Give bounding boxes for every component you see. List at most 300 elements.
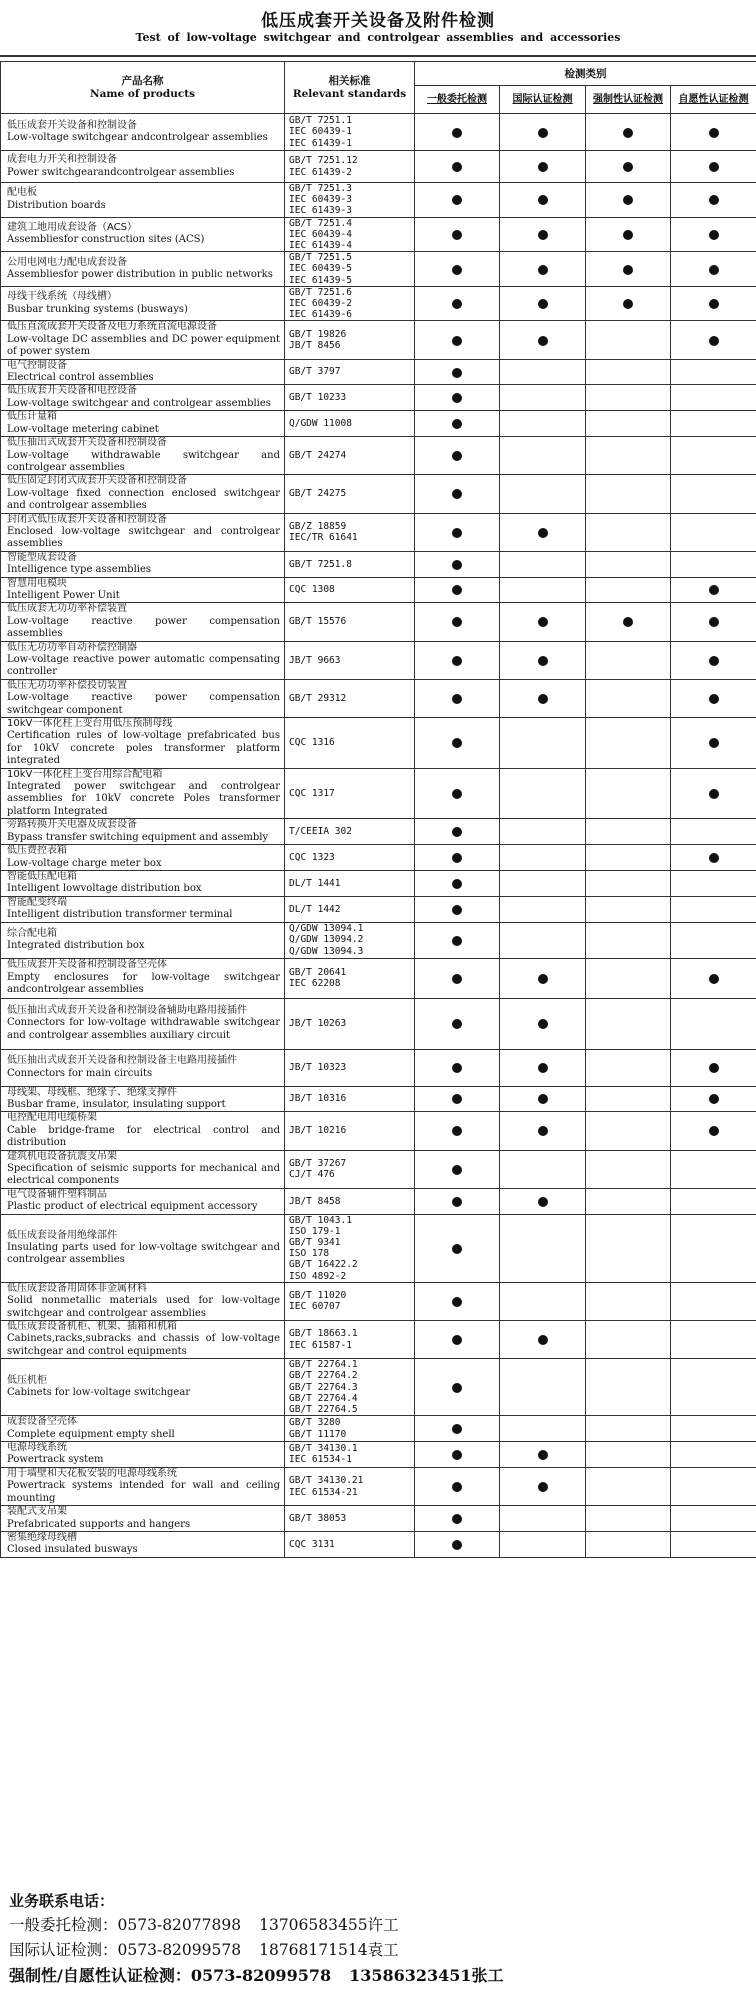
standard-code: GB/T 7251.1 [289, 115, 352, 127]
bullet-icon [452, 738, 462, 748]
product-cell [1, 475, 285, 513]
product-name-en: Distribution boards [7, 199, 106, 211]
mark-voluntary-cell [671, 1442, 756, 1468]
bullet-icon [623, 230, 633, 240]
mark-voluntary-cell [671, 1086, 756, 1112]
standard-code: GB/T 22764.2 [289, 1370, 358, 1382]
mark-international-cell [500, 1467, 586, 1505]
standard-code: IEC 61439-2 [289, 166, 352, 178]
mark-international-cell [500, 321, 586, 359]
mark-voluntary-cell [671, 551, 756, 577]
mark-voluntary-cell [671, 385, 756, 411]
table-row [1, 1506, 756, 1532]
product-name-cn: 电气控制设备 [7, 359, 67, 371]
mark-general-cell [415, 411, 500, 437]
bullet-icon [709, 853, 719, 863]
bullet-icon [709, 789, 719, 799]
mark-international-cell [500, 718, 586, 769]
mark-compulsory-cell [586, 183, 671, 218]
bullet-icon [623, 195, 633, 205]
standard-code: IEC 61439-3 [289, 205, 352, 217]
bullet-icon [452, 265, 462, 275]
product-cell [1, 385, 285, 411]
mark-international-cell [500, 475, 586, 513]
mark-compulsory-cell [586, 577, 671, 603]
mark-international-cell [500, 1506, 586, 1532]
contact-mobile: 13706583455许工 [259, 1916, 399, 1934]
product-name-en: Assembliesfor construction sites (ACS) [7, 234, 205, 246]
product-cell [1, 768, 285, 819]
bullet-icon [452, 128, 462, 138]
standard-cell [285, 679, 415, 717]
standard-code: IEC 61534-1 [289, 1454, 352, 1466]
bullet-icon [452, 299, 462, 309]
product-name-cn: 电气设备辅件塑料制品 [7, 1188, 107, 1200]
product-cell [1, 286, 285, 321]
product-name-en: Powertrack systems intended for wall and ceiling mounting [7, 1480, 280, 1504]
product-cell [1, 1214, 285, 1282]
standard-cell [285, 641, 415, 679]
contact-line-international [9, 1938, 749, 1960]
standard-code: GB/T 11170 [289, 1428, 347, 1440]
product-name-en: Low-voltage metering cabinet [7, 423, 159, 435]
bullet-icon [623, 299, 633, 309]
mark-general-cell [415, 151, 500, 183]
header-product-cn: 产品名称 [121, 74, 164, 87]
header-category: 检测类别 [415, 62, 756, 86]
standard-code: CQC 1308 [289, 584, 335, 596]
product-name-cn: 10kV一体化柱上变台用低压预制母线 [7, 718, 173, 730]
mark-international-cell [500, 819, 586, 845]
mark-international-cell [500, 437, 586, 475]
mark-international-cell [500, 1321, 586, 1359]
mark-general-cell [415, 1467, 500, 1505]
product-name-en: Electrical control assemblies [7, 372, 154, 384]
bullet-icon [452, 1514, 462, 1524]
product-name-cn: 封闭式低压成套开关设备和控制设备 [7, 513, 167, 525]
mark-compulsory-cell [586, 1150, 671, 1188]
mark-international-cell [500, 641, 586, 679]
standard-code: GB/T 7251.12 [289, 155, 358, 167]
mark-voluntary-cell [671, 321, 756, 359]
standard-code: IEC 61439-5 [289, 274, 352, 286]
bullet-icon [452, 451, 462, 461]
mark-compulsory-cell [586, 641, 671, 679]
mark-voluntary-cell [671, 286, 756, 321]
standard-code: GB/T 24275 [289, 488, 347, 500]
standard-code: GB/T 15576 [289, 616, 347, 628]
product-name-cn: 密集绝缘母线槽 [7, 1531, 77, 1543]
product-cell [1, 1416, 285, 1442]
bullet-icon [709, 195, 719, 205]
table-row [1, 679, 756, 717]
header-standard-en: Relevant standards [292, 87, 407, 100]
mark-general-cell [415, 321, 500, 359]
bullet-icon [452, 528, 462, 538]
contact-title: 业务联系电话： [9, 1892, 115, 1910]
bullet-icon [538, 528, 548, 538]
mark-compulsory-cell [586, 114, 671, 151]
bullet-icon [452, 585, 462, 595]
mark-voluntary-cell [671, 922, 756, 958]
mark-general-cell [415, 183, 500, 218]
product-name-cn: 低压无功功率自动补偿控制器 [7, 641, 137, 653]
mark-voluntary-cell [671, 151, 756, 183]
mark-general-cell [415, 603, 500, 641]
standard-code: GB/T 7251.5 [289, 252, 352, 264]
product-cell [1, 1506, 285, 1532]
mark-general-cell [415, 577, 500, 603]
product-name-en: Integrated power switchgear and controlgear assemblies for 10kV concrete Poles transformer platform Integrated [7, 781, 280, 817]
standard-code: CQC 1323 [289, 851, 335, 863]
bullet-icon [452, 419, 462, 429]
product-name-en: Low-voltage switchgear andcontrolgear assemblies [7, 132, 268, 143]
mark-compulsory-cell [586, 1282, 671, 1320]
product-name-cn: 建筑工地用成套设备（ACS） [7, 222, 137, 233]
standard-cell [285, 1359, 415, 1416]
product-cell [1, 603, 285, 641]
mark-compulsory-cell [586, 1416, 671, 1442]
standard-cell [285, 286, 415, 321]
product-name-cn: 电控配电用电缆桥架 [7, 1112, 97, 1124]
table-row [1, 217, 756, 252]
standard-cell [285, 1467, 415, 1505]
mark-voluntary-cell [671, 845, 756, 871]
product-name-cn: 低压抽出式成套开关设备和控制设备 [7, 437, 167, 449]
product-name-cn: 成套设备空壳体 [7, 1416, 77, 1428]
bullet-icon [709, 585, 719, 595]
table-row [1, 845, 756, 871]
mark-general-cell [415, 1531, 500, 1557]
mark-international-cell [500, 870, 586, 896]
bullet-icon [452, 1450, 462, 1460]
table-row [1, 437, 756, 475]
mark-general-cell [415, 718, 500, 769]
mark-voluntary-cell [671, 1188, 756, 1214]
contact-mobile: 13586323451张工 [349, 1966, 504, 1985]
mark-compulsory-cell [586, 1359, 671, 1416]
bullet-icon [452, 1063, 462, 1073]
product-name-en: Intelligent Power Unit [7, 589, 120, 601]
product-name-en: Cabinets,racks,subracks and chassis of low-voltage switchgear and control equipments [7, 1333, 280, 1357]
header-standard-cn: 相关标准 [328, 74, 371, 87]
standard-cell [285, 1086, 415, 1112]
mark-general-cell [415, 1188, 500, 1214]
mark-compulsory-cell [586, 603, 671, 641]
product-name-cn: 低压抽出式成套开关设备和控制设备主电路用接插件 [7, 1055, 237, 1067]
mark-general-cell [415, 896, 500, 922]
standard-code: ISO 4892-2 [289, 1270, 347, 1282]
bullet-icon [452, 489, 462, 499]
table-row [1, 1467, 756, 1505]
standard-cell [285, 998, 415, 1049]
bullet-icon [709, 230, 719, 240]
mark-general-cell [415, 1416, 500, 1442]
mark-general-cell [415, 1506, 500, 1532]
standard-cell [285, 1282, 415, 1320]
bullet-icon [452, 1126, 462, 1136]
mark-general-cell [415, 1150, 500, 1188]
standard-code: GB/T 7251.4 [289, 217, 352, 229]
mark-compulsory-cell [586, 819, 671, 845]
mark-general-cell [415, 114, 500, 151]
standard-code: GB/T 29312 [289, 692, 347, 704]
standard-code: GB/T 3280 [289, 1417, 341, 1429]
standard-code: GB/T 19826 [289, 328, 347, 340]
table-row [1, 577, 756, 603]
standard-cell [285, 151, 415, 183]
mark-international-cell [500, 286, 586, 321]
table-row [1, 768, 756, 819]
mark-voluntary-cell [671, 603, 756, 641]
standard-cell [285, 359, 415, 385]
standard-code: GB/Z 18859 [289, 520, 347, 532]
product-name-en: Connectors for low-voltage withdrawable switchgear and controlgear assemblies auxiliary circuit [7, 1017, 280, 1041]
standard-cell [285, 1416, 415, 1442]
standard-code: GB/T 20641 [289, 966, 347, 978]
product-name-en: Empty enclosures for low-voltage switchgear andcontrolgear assemblies [7, 971, 280, 996]
product-cell [1, 437, 285, 475]
standard-code: GB/T 34130.1 [289, 1443, 358, 1455]
standard-code: IEC 61439-6 [289, 309, 352, 321]
bullet-icon [709, 299, 719, 309]
table-row [1, 475, 756, 513]
mark-general-cell [415, 1214, 500, 1282]
bullet-icon [452, 368, 462, 378]
mark-compulsory-cell [586, 768, 671, 819]
bullet-icon [709, 738, 719, 748]
contact-phone: 0573-82077898 [117, 1916, 242, 1934]
mark-compulsory-cell [586, 958, 671, 998]
standard-cell [285, 845, 415, 871]
product-cell [1, 359, 285, 385]
standard-code: GB/T 34130.21 [289, 1475, 364, 1487]
product-name-en: Cabinets for low-voltage switchgear [7, 1387, 191, 1399]
mark-voluntary-cell [671, 1321, 756, 1359]
bullet-icon [538, 195, 548, 205]
standard-cell [285, 1506, 415, 1532]
mark-international-cell [500, 551, 586, 577]
header-col-international: 国际认证检测 [500, 86, 586, 114]
product-name-cn: 低压成套设备机柜、机架、插箱和机箱 [7, 1321, 177, 1333]
product-name-cn: 智能低压配电箱 [7, 870, 77, 882]
table-row [1, 151, 756, 183]
mark-voluntary-cell [671, 641, 756, 679]
bullet-icon [709, 1094, 719, 1104]
bullet-icon [452, 879, 462, 889]
table-row [1, 1531, 756, 1557]
mark-voluntary-cell [671, 411, 756, 437]
mark-international-cell [500, 385, 586, 411]
mark-compulsory-cell [586, 286, 671, 321]
bullet-icon [709, 694, 719, 704]
standard-code: IEC 60439-1 [289, 126, 352, 138]
mark-compulsory-cell [586, 385, 671, 411]
table-row [1, 286, 756, 321]
product-cell [1, 217, 285, 252]
product-cell [1, 1188, 285, 1214]
bullet-icon [538, 299, 548, 309]
bullet-icon [452, 617, 462, 627]
bullet-icon [709, 974, 719, 984]
mark-compulsory-cell [586, 679, 671, 717]
product-name-cn: 成套电力开关和控制设备 [7, 154, 117, 166]
mark-voluntary-cell [671, 475, 756, 513]
table-row [1, 603, 756, 641]
header-product [1, 62, 285, 114]
mark-voluntary-cell [671, 183, 756, 218]
mark-voluntary-cell [671, 870, 756, 896]
mark-voluntary-cell [671, 718, 756, 769]
table-row [1, 1188, 756, 1214]
standard-code: GB/T 22764.4 [289, 1392, 358, 1404]
mark-general-cell [415, 1112, 500, 1150]
mark-international-cell [500, 359, 586, 385]
product-cell [1, 1086, 285, 1112]
standard-cell [285, 870, 415, 896]
table-row [1, 1214, 756, 1282]
bullet-icon [452, 1297, 462, 1307]
mark-compulsory-cell [586, 870, 671, 896]
standard-code: JB/T 10316 [289, 1093, 347, 1105]
product-name-en: Intelligent lowvoltage distribution box [7, 883, 202, 895]
bullet-icon [709, 617, 719, 627]
mark-compulsory-cell [586, 998, 671, 1049]
mark-general-cell [415, 1359, 500, 1416]
mark-international-cell [500, 998, 586, 1049]
bullet-icon [538, 128, 548, 138]
mark-voluntary-cell [671, 1282, 756, 1320]
standard-code: CJ/T 476 [289, 1169, 335, 1181]
mark-compulsory-cell [586, 1531, 671, 1557]
mark-compulsory-cell [586, 1506, 671, 1532]
standard-cell [285, 1321, 415, 1359]
standard-cell [285, 1531, 415, 1557]
mark-general-cell [415, 845, 500, 871]
bullet-icon [538, 1482, 548, 1492]
bullet-icon [709, 128, 719, 138]
table-row [1, 1359, 756, 1416]
standard-code: GB/T 1043.1 [289, 1214, 352, 1226]
bullet-icon [452, 1197, 462, 1207]
standard-code: JB/T 9663 [289, 654, 341, 666]
bullet-icon [452, 1244, 462, 1254]
mark-compulsory-cell [586, 1442, 671, 1468]
standard-cell [285, 1112, 415, 1150]
mark-voluntary-cell [671, 998, 756, 1049]
bullet-icon [538, 974, 548, 984]
mark-voluntary-cell [671, 359, 756, 385]
mark-international-cell [500, 896, 586, 922]
bullet-icon [623, 617, 633, 627]
standard-code: CQC 1317 [289, 787, 335, 799]
product-name-en: Specification of seismic supports for mechanical and electrical components [7, 1162, 280, 1187]
contact-line-certification [9, 1963, 749, 1986]
product-name-en: Insulating parts used for low-voltage switchgear and controlgear assemblies [7, 1242, 280, 1266]
standard-cell [285, 1188, 415, 1214]
bullet-icon [452, 1540, 462, 1550]
product-name-en: Low-voltage reactive power compensation switchgear component [7, 692, 280, 716]
product-cell [1, 845, 285, 871]
product-cell [1, 1049, 285, 1086]
bullet-icon [452, 1094, 462, 1104]
standard-cell [285, 768, 415, 819]
bullet-icon [623, 128, 633, 138]
header-standard [285, 62, 415, 114]
product-name-en: Busbar frame, insulator, insulating support [7, 1098, 226, 1110]
standard-code: GB/T 11020 [289, 1290, 347, 1302]
product-name-en: Assembliesfor power distribution in public networks [7, 269, 273, 281]
standard-code: IEC 61439-4 [289, 240, 352, 252]
product-cell [1, 183, 285, 218]
mark-international-cell [500, 1188, 586, 1214]
product-name-cn: 低压成套开关设备和控制设备 [7, 119, 137, 131]
mark-international-cell [500, 679, 586, 717]
product-name-cn: 用于墙壁和天花板安装的电源母线系统 [7, 1467, 177, 1479]
product-name-cn: 低压成套设备用绝缘部件 [7, 1229, 117, 1241]
standard-cell [285, 551, 415, 577]
bullet-icon [538, 1019, 548, 1029]
table-row [1, 1086, 756, 1112]
standard-code: GB/T 38053 [289, 1512, 347, 1524]
table-row [1, 819, 756, 845]
mark-general-cell [415, 998, 500, 1049]
bullet-icon [538, 617, 548, 627]
bullet-icon [623, 265, 633, 275]
mark-general-cell [415, 870, 500, 896]
standard-code: GB/T 7251.6 [289, 286, 352, 298]
product-name-en: Low-voltage withdrawable switchgear and controlgear assemblies [7, 449, 280, 473]
contact-label: 强制性/自愿性认证检测： [9, 1966, 191, 1985]
mark-voluntary-cell [671, 1359, 756, 1416]
mark-compulsory-cell [586, 359, 671, 385]
title-chinese: 低压成套开关设备及附件检测 [261, 11, 495, 31]
product-name-en: Low-voltage charge meter box [7, 857, 162, 869]
mark-compulsory-cell [586, 1321, 671, 1359]
product-name-en: Powertrack system [7, 1454, 104, 1466]
table-row [1, 1150, 756, 1188]
table-row [1, 922, 756, 958]
standard-cell [285, 922, 415, 958]
standard-code: GB/T 22764.3 [289, 1381, 358, 1393]
standard-code: GB/T 7251.3 [289, 183, 352, 194]
standard-cell [285, 513, 415, 551]
mark-international-cell [500, 1282, 586, 1320]
product-name-en: Prefabricated supports and hangers [7, 1518, 191, 1530]
bullet-icon [452, 853, 462, 863]
product-cell [1, 922, 285, 958]
header-col-voluntary: 自愿性认证检测 [671, 86, 756, 114]
product-name-en: Plastic product of electrical equipment accessory [7, 1201, 258, 1213]
bullet-icon [452, 336, 462, 346]
table-row [1, 551, 756, 577]
standard-cell [285, 1442, 415, 1468]
table-row [1, 998, 756, 1049]
standard-code: JB/T 10216 [289, 1125, 347, 1137]
bullet-icon [452, 974, 462, 984]
table-row [1, 321, 756, 359]
product-cell [1, 896, 285, 922]
mark-voluntary-cell [671, 252, 756, 287]
product-cell [1, 1359, 285, 1416]
bullet-icon [538, 162, 548, 172]
product-name-en: Low-voltage fixed connection enclosed switchgear and controlgear assemblies [7, 487, 280, 512]
mark-compulsory-cell [586, 513, 671, 551]
product-name-en: Low-voltage switchgear and controlgear assemblies [7, 397, 271, 409]
mark-international-cell [500, 1112, 586, 1150]
product-cell [1, 1321, 285, 1359]
product-name-cn: 智能配变终端 [7, 896, 67, 908]
